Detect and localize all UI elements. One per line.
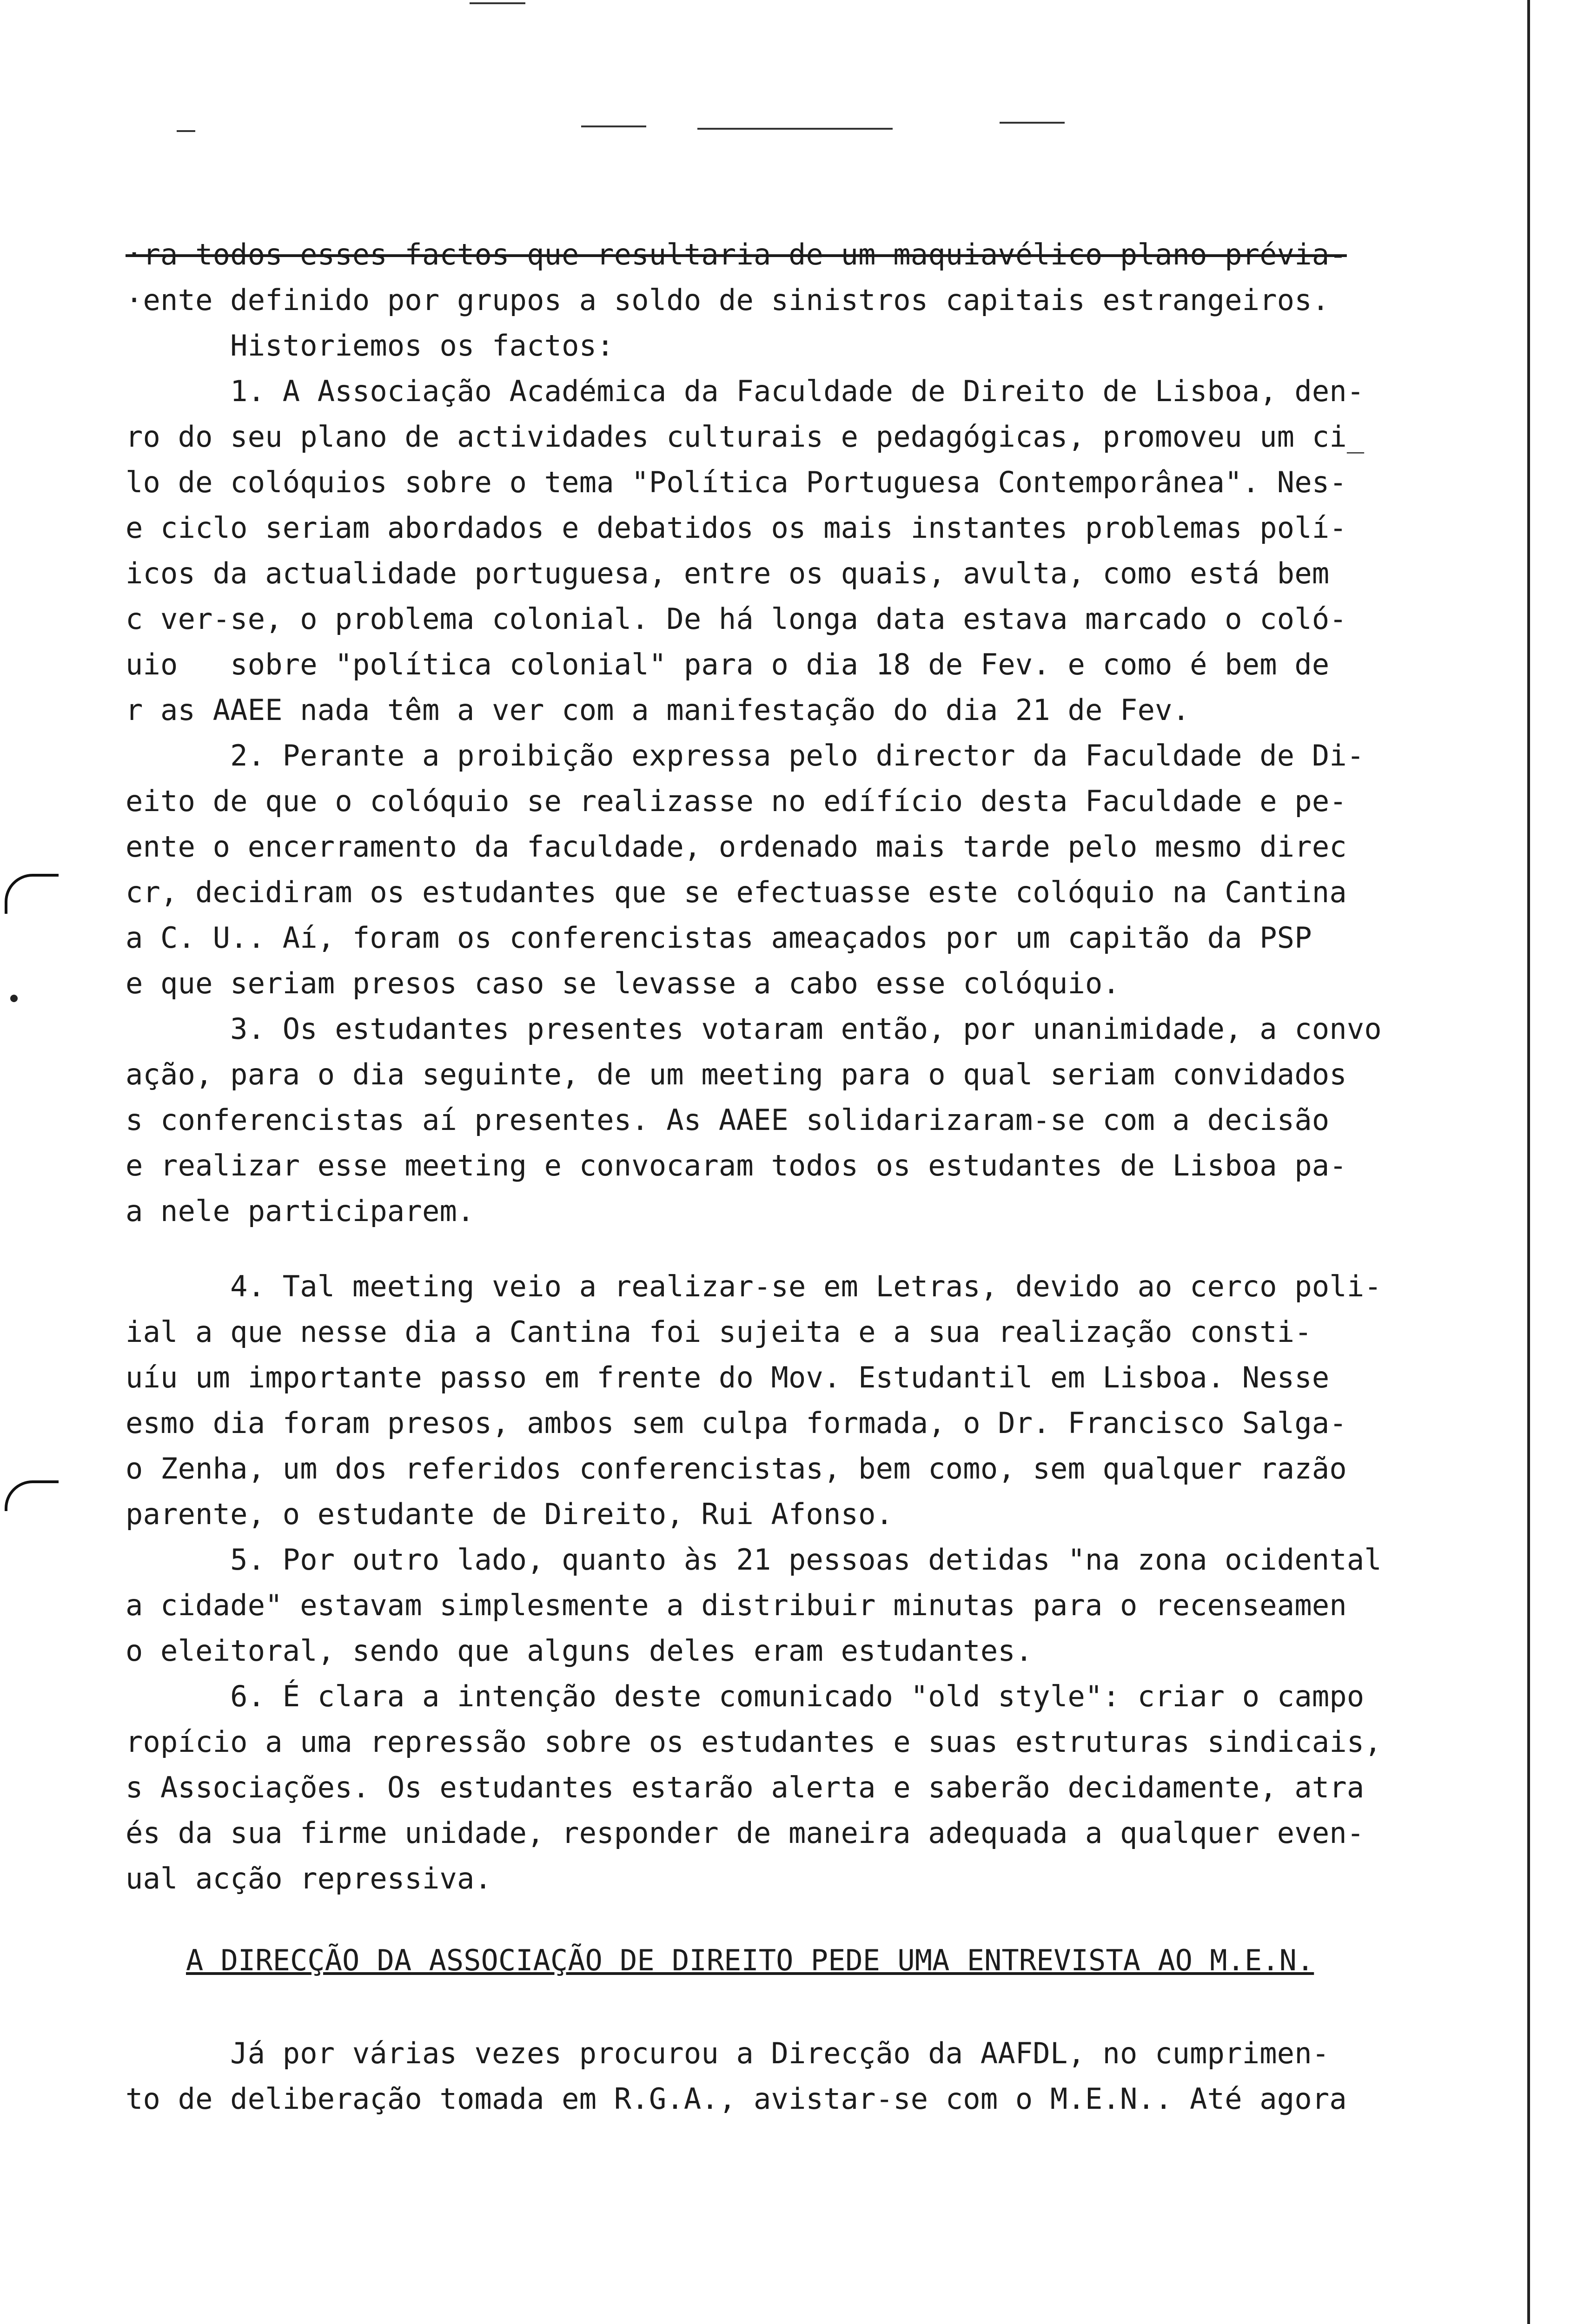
text-line: uíu um importante passo em frente do Mov. Estudantil em Lisboa. Nesse bbox=[126, 1360, 1330, 1394]
text-line: ro do seu plano de actividades culturais e pedagógicas, promoveu um ci_ bbox=[126, 420, 1365, 454]
text-line: to de deliberação tomada em R.G.A., avistar-se com o M.E.N.. Até agora bbox=[126, 2082, 1347, 2116]
scan-mark bbox=[1000, 122, 1065, 124]
text-line: ·ente definido por grupos a soldo de sinistros capitais estrangeiros. bbox=[126, 283, 1330, 317]
text-line: lo de colóquios sobre o tema "Política Portuguesa Contemporânea". Nes- bbox=[126, 465, 1347, 499]
text-line: eito de que o colóquio se realizasse no edífício desta Faculdade e pe- bbox=[126, 784, 1347, 818]
text-line: ropício a uma repressão sobre os estudantes e suas estruturas sindicais, bbox=[126, 1725, 1382, 1759]
text-line: cr, decidiram os estudantes que se efectuasse este colóquio na Cantina bbox=[126, 875, 1347, 909]
text-line: s Associações. Os estudantes estarão alerta e saberão decidamente, atra bbox=[126, 1770, 1365, 1804]
text-line: a cidade" estavam simplesmente a distribuir minutas para o recenseamen bbox=[126, 1588, 1347, 1622]
text-line: 3. Os estudantes presentes votaram então, por unanimidade, a convo bbox=[126, 1012, 1382, 1046]
scan-mark bbox=[470, 2, 525, 4]
text-line: s conferencistas aí presentes. As AAEE solidarizaram-se com a decisão bbox=[126, 1103, 1330, 1137]
text-line: 1. A Associação Académica da Faculdade de Direito de Lisboa, den- bbox=[126, 374, 1365, 408]
text-line: ente o encerramento da faculdade, ordenado mais tarde pelo mesmo direc bbox=[126, 830, 1347, 864]
text-line: e ciclo seriam abordados e debatidos os mais instantes problemas polí- bbox=[126, 511, 1347, 545]
text-line: 5. Por outro lado, quanto às 21 pessoas detidas "na zona ocidental bbox=[126, 1543, 1382, 1577]
scan-mark bbox=[581, 125, 646, 127]
text-line: ação, para o dia seguinte, de um meeting para o qual seriam convidados bbox=[126, 1057, 1347, 1091]
text-line: r as AAEE nada têm a ver com a manifestação do dia 21 de Fev. bbox=[126, 693, 1190, 727]
text-line: a nele participarem. bbox=[126, 1194, 475, 1228]
text-line: esmo dia foram presos, ambos sem culpa formada, o Dr. Francisco Salga- bbox=[126, 1406, 1347, 1440]
binder-mark bbox=[5, 874, 59, 914]
text-line: icos da actualidade portuguesa, entre os quais, avulta, como está bem bbox=[126, 556, 1330, 590]
text-line: e realizar esse meeting e convocaram todos os estudantes de Lisboa pa- bbox=[126, 1149, 1347, 1182]
scan-mark bbox=[697, 128, 893, 130]
binder-hole bbox=[10, 995, 18, 1002]
text-line: a C. U.. Aí, foram os conferencistas ameaçados por um capitão da PSP bbox=[126, 921, 1312, 955]
section-heading: A DIRECÇÃO DA ASSOCIAÇÃO DE DIREITO PEDE UMA ENTREVISTA AO M.E.N. bbox=[186, 1943, 1314, 1977]
text-line: Já por várias vezes procurou a Direcção da AAFDL, no cumprimen- bbox=[126, 2036, 1330, 2070]
text-line: o eleitoral, sendo que alguns deles eram estudantes. bbox=[126, 1634, 1033, 1668]
text-line: uio sobre "política colonial" para o dia 18 de Fev. e como é bem de bbox=[126, 647, 1330, 681]
text-line: parente, o estudante de Direito, Rui Afonso. bbox=[126, 1497, 894, 1531]
text-line: o Zenha, um dos referidos conferencistas, bem como, sem qualquer razão bbox=[126, 1452, 1347, 1486]
text-line: ·ra todos esses factos que resultaria de um maquiavélico plano prévia- bbox=[126, 238, 1347, 271]
text-line: c ver-se, o problema colonial. De há longa data estava marcado o coló- bbox=[126, 602, 1347, 636]
text-line: 2. Perante a proibição expressa pelo director da Faculdade de Di- bbox=[126, 739, 1365, 772]
binder-mark bbox=[5, 1480, 59, 1511]
text-line: ual acção repressiva. bbox=[126, 1862, 492, 1895]
text-line: Historiemos os factos: bbox=[126, 329, 614, 363]
text-line: és da sua firme unidade, responder de maneira adequada a qualquer even- bbox=[126, 1816, 1365, 1850]
scan-mark bbox=[177, 130, 195, 132]
text-line: e que seriam presos caso se levasse a cabo esse colóquio. bbox=[126, 966, 1120, 1000]
text-line: 4. Tal meeting veio a realizar-se em Letras, devido ao cerco poli- bbox=[126, 1269, 1382, 1303]
text-line: 6. É clara a intenção deste comunicado "old style": criar o campo bbox=[126, 1679, 1365, 1713]
text-line: ial a que nesse dia a Cantina foi sujeita e a sua realização consti- bbox=[126, 1315, 1312, 1349]
